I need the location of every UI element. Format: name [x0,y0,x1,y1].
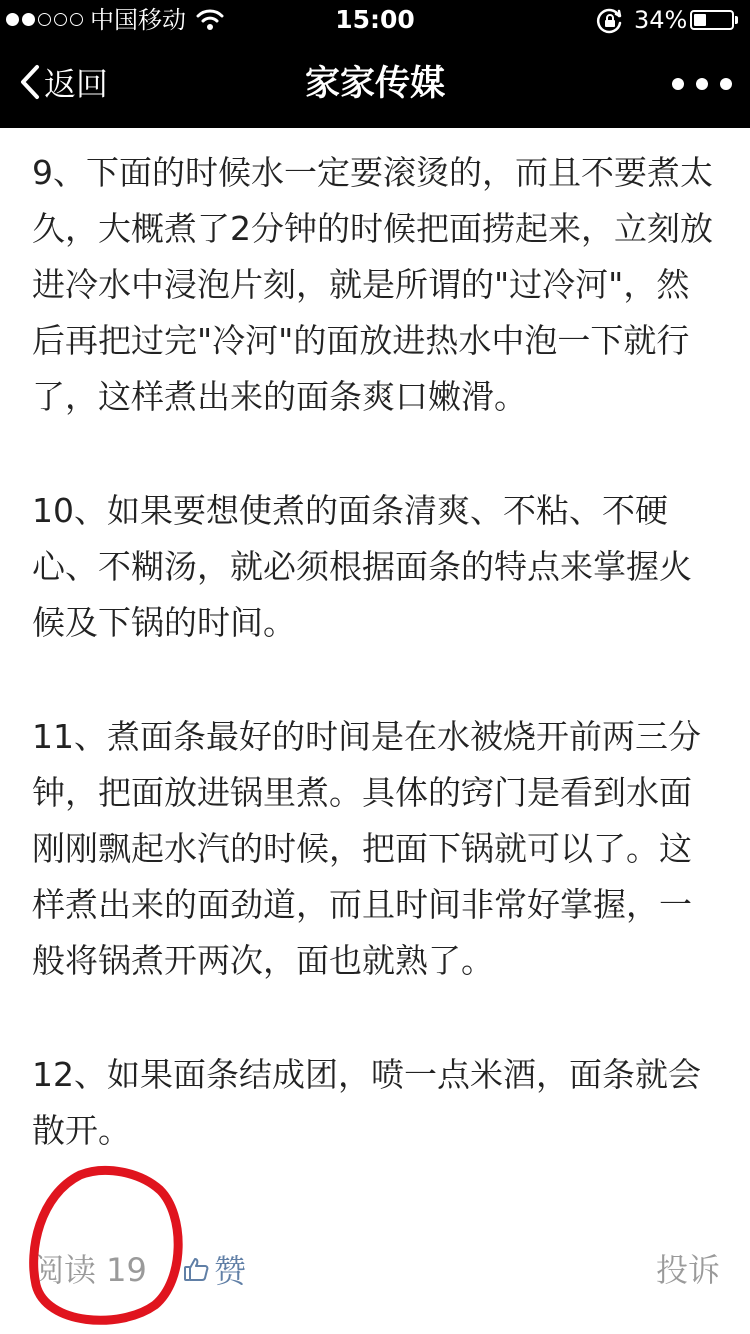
thumbs-up-icon [182,1255,210,1287]
battery-level-fill [694,14,706,26]
clock: 15:00 [335,5,415,34]
article-paragraph: 12、如果面条结成团，喷一点米酒，面条就会散开。 [32,1055,701,1150]
like-button[interactable] [182,1250,246,1292]
more-dots-icon [672,78,684,90]
back-label: 返回 [44,65,109,103]
more-dots-icon [720,78,732,90]
read-count: 阅读 19 [32,1251,147,1289]
back-button[interactable] [20,60,108,108]
article-paragraph: 11、煮面条最好的时间是在水被烧开前两三分钟，把面放进锅里煮。具体的窍门是看到水面刚刚飘起水汽的时候，把面下锅就可以了。这样煮出来的面劲道，而且时间非常好掌握，一般将锅煮开两次，面也就熟了。 [32,717,701,980]
nav-bar [0,40,750,128]
article-paragraph: 10、如果要想使煮的面条清爽、不粘、不硬心、不糊汤，就必须根据面条的特点来掌握火候及下锅的时间。 [32,491,692,642]
battery-percent: 34% [634,6,688,34]
top-bar [0,0,750,128]
article-body [32,145,722,1217]
like-label: 赞 [214,1252,247,1290]
more-button[interactable] [672,74,732,94]
battery-icon [690,10,734,30]
status-bar [0,0,750,40]
page-title: 家家传媒 [304,64,445,104]
report-link[interactable]: 投诉 [655,1251,720,1289]
rotation-lock-icon [596,8,624,38]
article-footer [0,1240,750,1300]
carrier-name: 中国移动 [90,6,186,34]
chevron-left-icon [20,64,40,104]
battery-nub [735,16,738,24]
article-paragraph: 9、下面的时候水一定要滚烫的，而且不要煮太久，大概煮了2分钟的时候把面捞起来，立刻放进冷水中浸泡片刻，就是所谓的"过冷河"，然后再把过完"冷河"的面放进热水中泡一下就行了，这样煮出来的面条爽口嫩滑。 [32,153,713,416]
more-dots-icon [696,78,708,90]
